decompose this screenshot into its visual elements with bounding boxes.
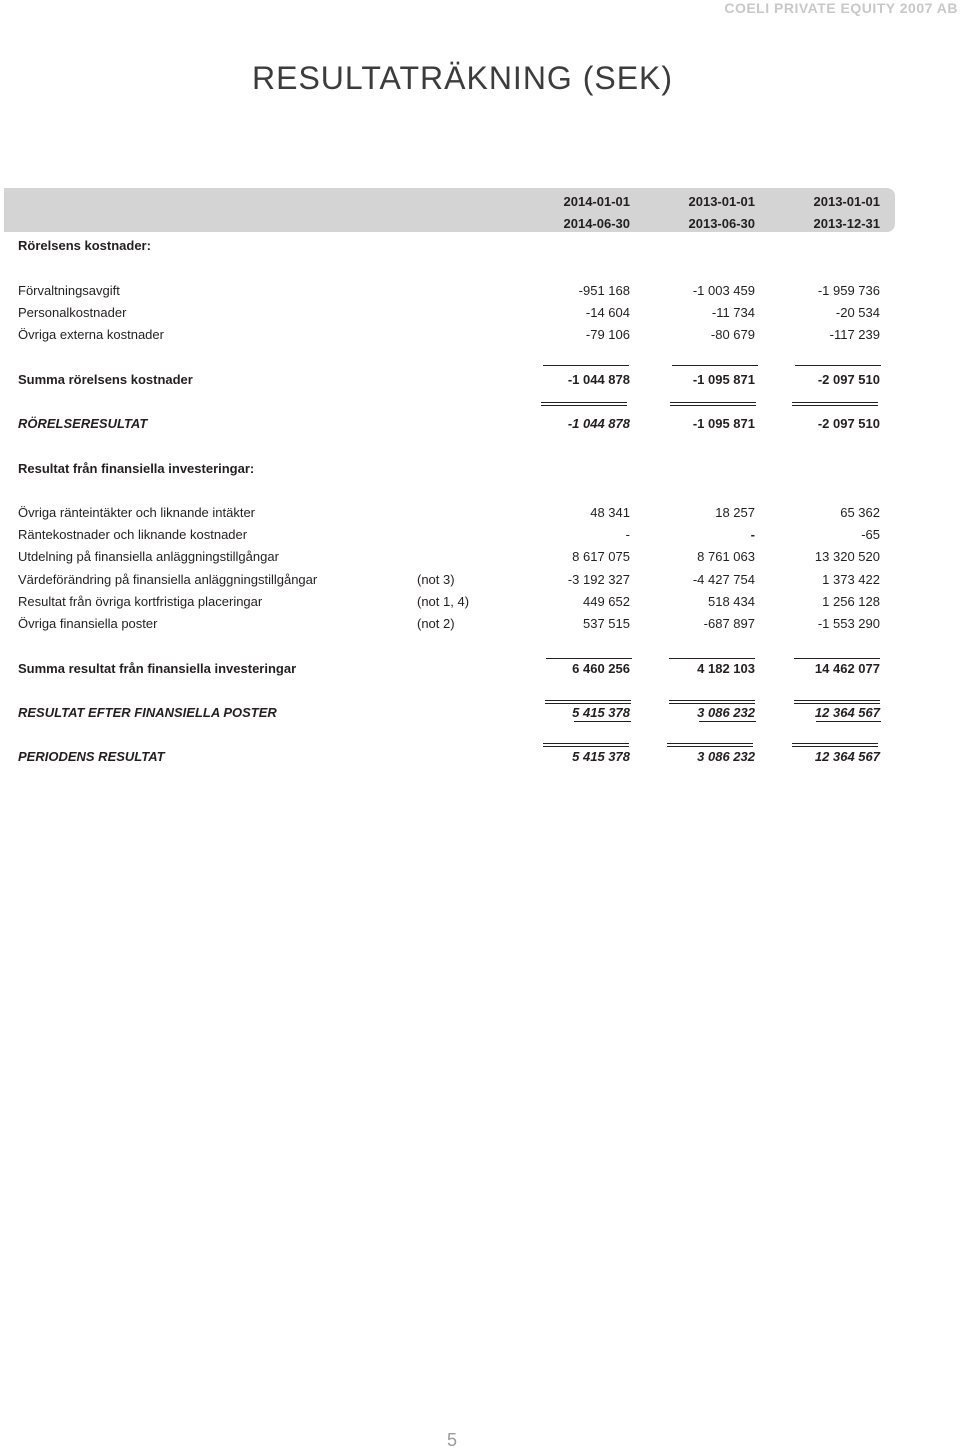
row-label: Utdelning på finansiella anläggningstillgångar — [18, 549, 279, 564]
double-rule — [669, 700, 755, 704]
row-label: Övriga finansiella poster — [18, 616, 158, 631]
double-rule — [667, 743, 753, 747]
double-rule — [792, 743, 878, 747]
underline-rule — [816, 721, 881, 722]
row-value-1: -79 106 — [585, 327, 630, 342]
row-value-2: -80 679 — [710, 327, 755, 342]
sum-financial-value-1: 6 460 256 — [572, 661, 630, 676]
row-label: Personalkostnader — [18, 305, 127, 320]
operating-result-value-2: -1 095 871 — [692, 416, 755, 431]
period-1-to: 2014-06-30 — [563, 216, 630, 231]
row-value-2: - — [750, 527, 755, 542]
row-value-1: 48 341 — [590, 505, 630, 520]
sum-financial-label: Summa resultat från finansiella investeringar — [18, 661, 297, 676]
row-value-1: 537 515 — [583, 616, 630, 631]
row-value-3: 1 256 128 — [822, 594, 880, 609]
sum-operating-value-1: -1 044 878 — [567, 372, 630, 387]
subtotal-rule — [795, 365, 881, 366]
row-label: Värdeförändring på finansiella anläggningstillgångar — [18, 572, 318, 587]
sum-operating-value-3: -2 097 510 — [817, 372, 880, 387]
page-number: 5 — [446, 1430, 457, 1450]
company-header: COELI PRIVATE EQUITY 2007 AB — [724, 0, 958, 16]
row-value-2: 18 257 — [715, 505, 755, 520]
financial-heading: Resultat från finansiella investeringar: — [18, 461, 255, 476]
double-rule — [545, 700, 631, 704]
row-value-3: 13 320 520 — [814, 549, 880, 564]
row-value-1: 8 617 075 — [572, 549, 630, 564]
row-value-1: -14 604 — [585, 305, 630, 320]
row-value-3: -1 959 736 — [817, 283, 880, 298]
subtotal-rule — [543, 365, 629, 366]
sum-operating-value-2: -1 095 871 — [692, 372, 755, 387]
period-3-to: 2013-12-31 — [813, 216, 880, 231]
row-value-3: -65 — [861, 527, 880, 542]
underline-rule — [574, 721, 631, 722]
row-note: (not 3) — [417, 572, 455, 587]
period-2-from: 2013-01-01 — [688, 194, 755, 209]
row-note: (not 1, 4) — [417, 594, 470, 609]
row-value-2: 8 761 063 — [697, 549, 755, 564]
period-result-value-3: 12 364 567 — [814, 749, 880, 764]
operating-costs-heading: Rörelsens kostnader: — [18, 238, 151, 253]
row-value-3: 65 362 — [840, 505, 880, 520]
period-result-value-1: 5 415 378 — [572, 749, 630, 764]
row-label: Övriga ränteintäkter och liknande intäkter — [18, 505, 256, 520]
result-after-financial-value-2: 3 086 232 — [697, 705, 755, 720]
subtotal-rule — [669, 658, 755, 659]
row-label: Räntekostnader och liknande kostnader — [18, 527, 248, 542]
subtotal-rule — [546, 658, 632, 659]
row-label: Förvaltningsavgift — [18, 283, 120, 298]
row-value-2: -687 897 — [703, 616, 755, 631]
row-label: Övriga externa kostnader — [18, 327, 164, 342]
sum-operating-label: Summa rörelsens kostnader — [18, 372, 193, 387]
double-rule — [670, 402, 756, 406]
period-1-from: 2014-01-01 — [563, 194, 630, 209]
row-note: (not 2) — [417, 616, 455, 631]
sum-financial-value-2: 4 182 103 — [697, 661, 755, 676]
result-after-financial-value-1: 5 415 378 — [572, 705, 630, 720]
page-title: RESULTATRÄKNING (SEK) — [252, 60, 674, 96]
period-result-value-2: 3 086 232 — [697, 749, 755, 764]
row-value-1: -3 192 327 — [567, 572, 630, 587]
subtotal-rule — [672, 365, 758, 366]
row-value-3: 1 373 422 — [822, 572, 880, 587]
row-value-2: 518 434 — [708, 594, 755, 609]
double-rule — [541, 402, 627, 406]
operating-result-value-3: -2 097 510 — [817, 416, 880, 431]
underline-rule — [699, 721, 756, 722]
row-value-2: -1 003 459 — [692, 283, 755, 298]
period-3-from: 2013-01-01 — [813, 194, 880, 209]
result-after-financial-value-3: 12 364 567 — [814, 705, 880, 720]
result-after-financial-label: RESULTAT EFTER FINANSIELLA POSTER — [18, 705, 277, 720]
sum-financial-value-3: 14 462 077 — [814, 661, 880, 676]
period-result-label: PERIODENS RESULTAT — [18, 749, 165, 764]
row-value-1: -951 168 — [578, 283, 630, 298]
double-rule — [792, 402, 878, 406]
double-rule — [543, 743, 629, 747]
row-value-1: 449 652 — [583, 594, 630, 609]
operating-result-label: RÖRELSERESULTAT — [18, 416, 148, 431]
row-value-1: - — [625, 527, 630, 542]
row-value-3: -1 553 290 — [817, 616, 880, 631]
row-value-2: -11 734 — [711, 305, 755, 320]
operating-result-value-1: -1 044 878 — [567, 416, 630, 431]
row-label: Resultat från övriga kortfristiga placeringar — [18, 594, 263, 609]
row-value-3: -117 239 — [829, 327, 880, 342]
row-value-3: -20 534 — [835, 305, 880, 320]
period-2-to: 2013-06-30 — [688, 216, 755, 231]
subtotal-rule — [794, 658, 880, 659]
row-value-2: -4 427 754 — [692, 572, 755, 587]
double-rule — [794, 700, 880, 704]
